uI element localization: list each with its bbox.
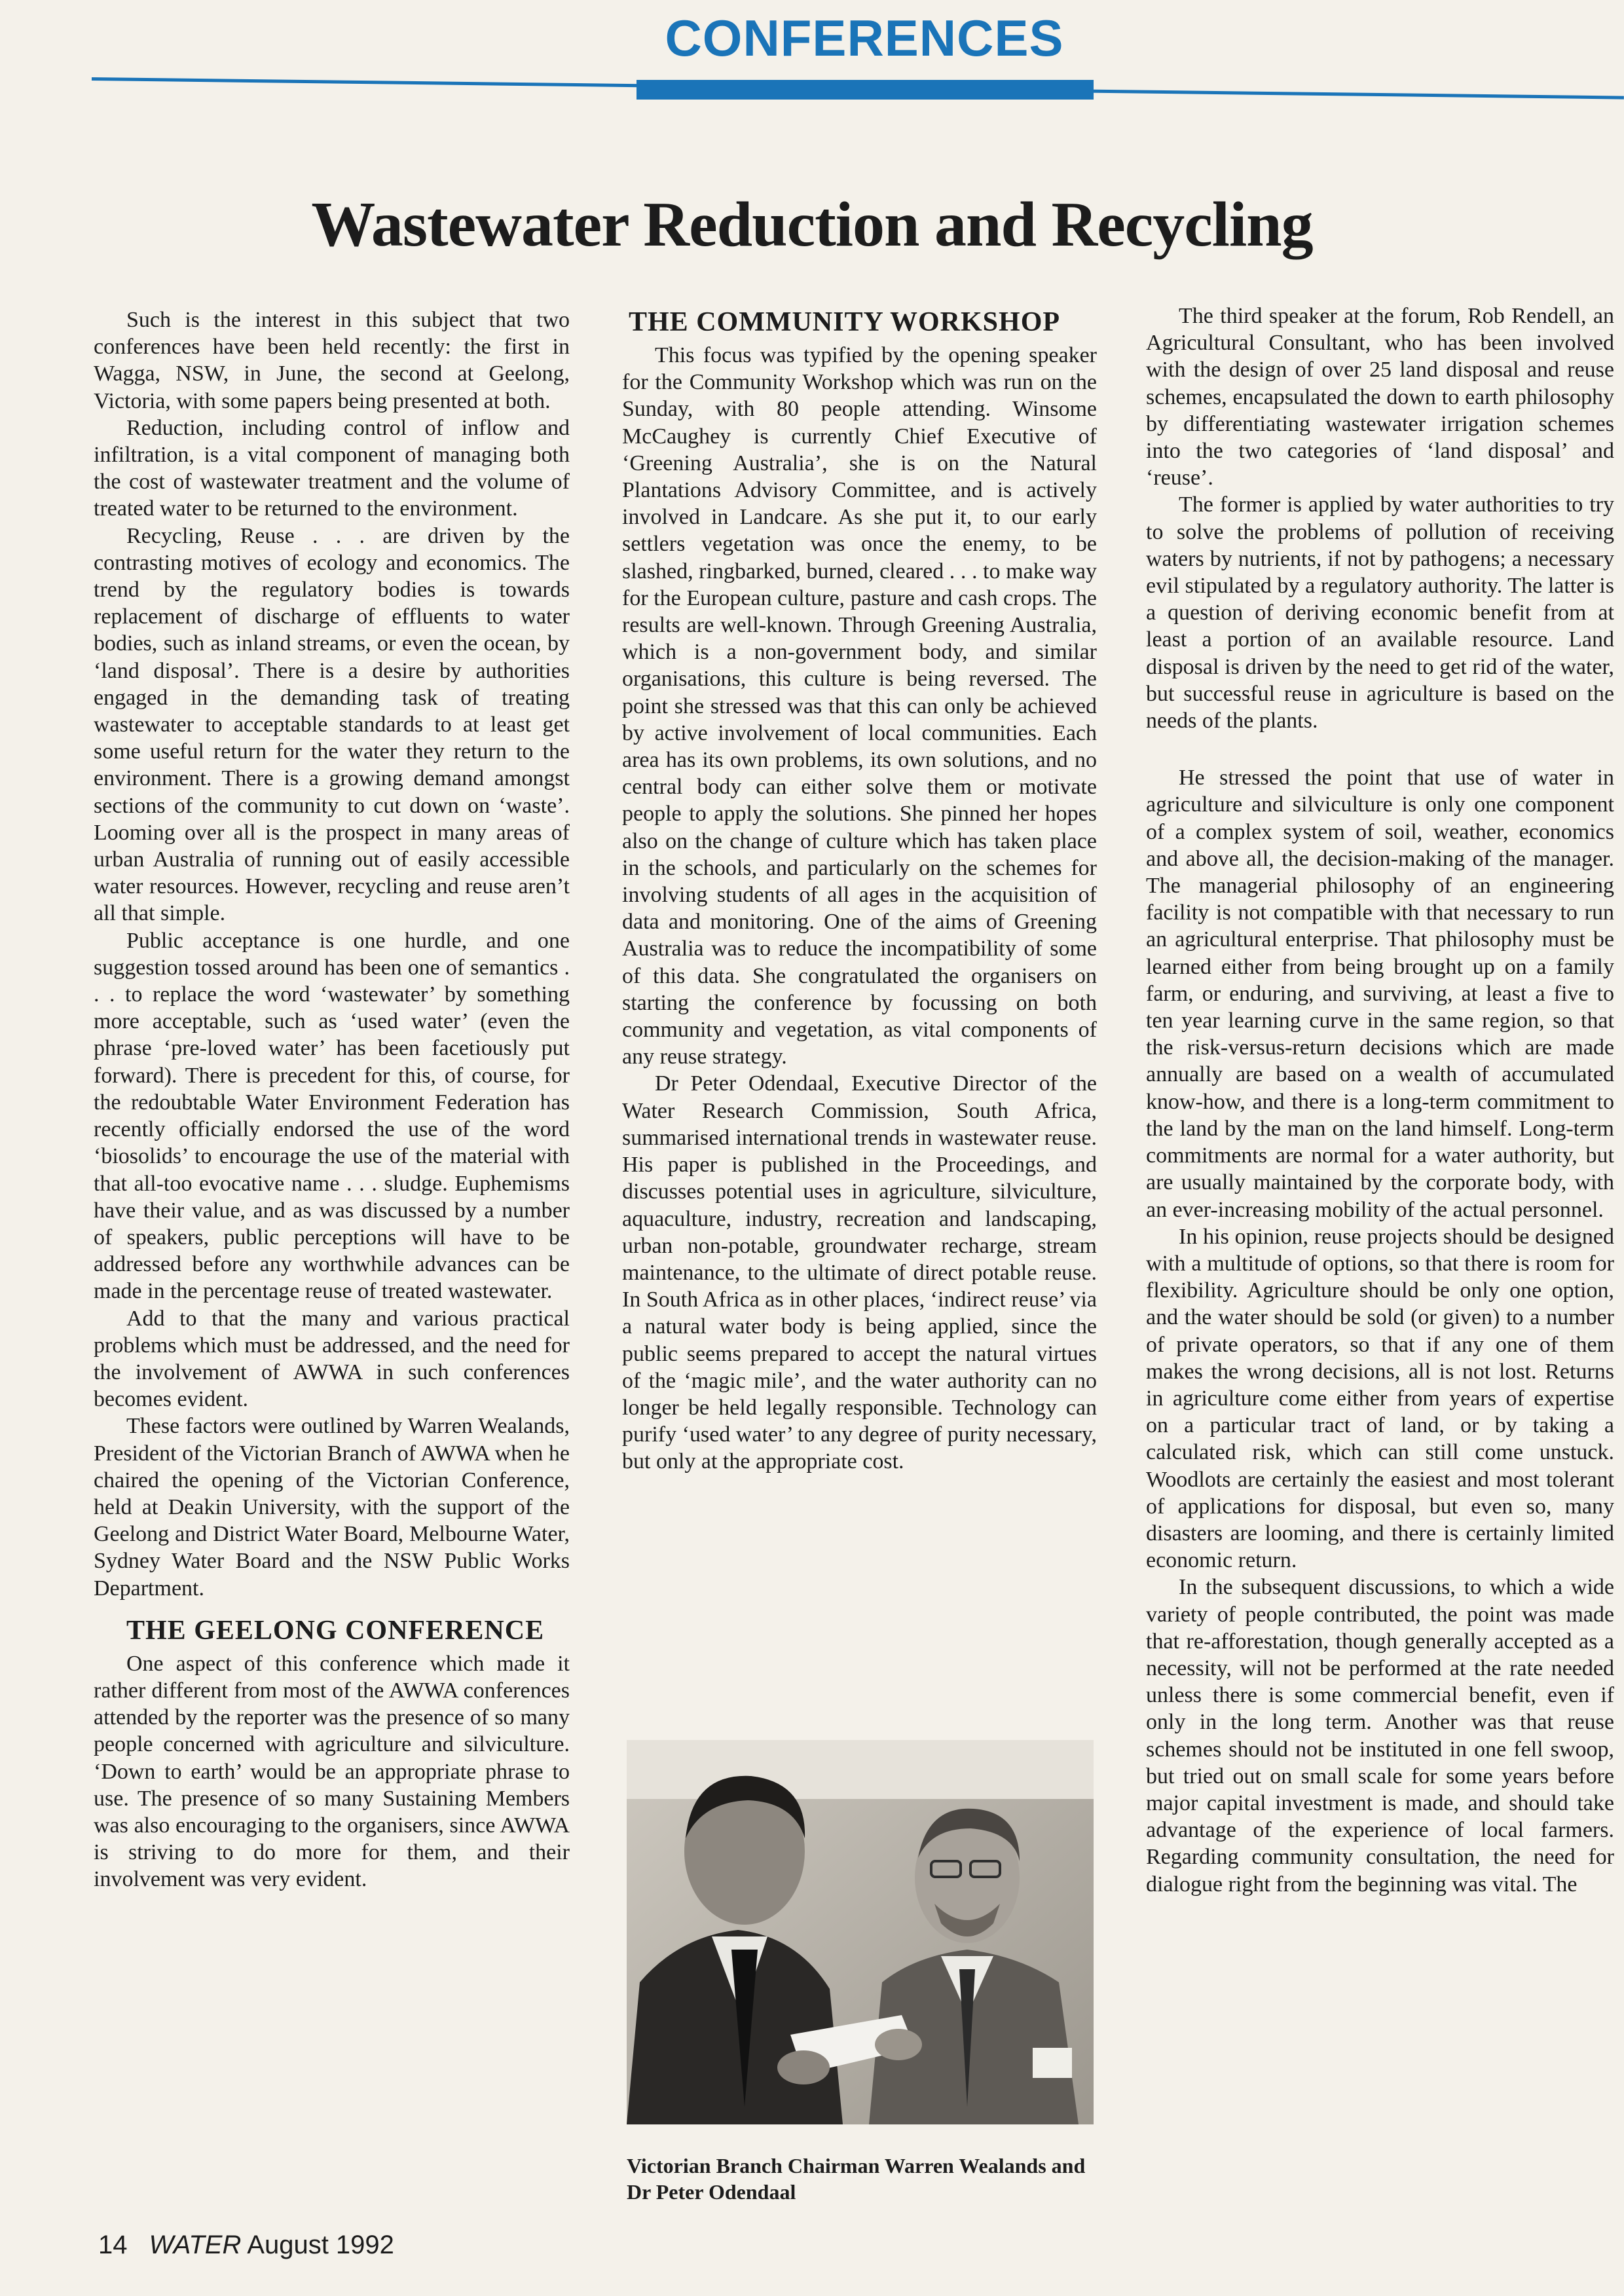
paragraph: Reduction, including control of inflow and infiltration, is a vital component of managing both the cost of wastewater treatment and the volume of treated water to be returned to the environment. bbox=[94, 415, 570, 521]
paragraph: This focus was typified by the opening speaker for the Community Workshop which was run on the Sunday, with 80 people attending. Winsome McCaughey is currently Chief Executive of ‘Greening Australia’, she is on the Natural Plantations Advisory Committee, and is actively involved in Landcare. As she put it, to our early settlers vegetation was once the enemy, to be slashed, ringbarked, burned, cleared . . . to make way for the European culture, pasture and cash crops. The results are well-known. Through Greening Australia, which is a non-government body, and similar organisations, this culture is being reversed. The point she stressed was that this can only be achieved by active involvement of local communities. Each area has its own problems, its own solutions, and no central body can either solve them or motivate people to apply the solutions. She pinned her hopes also on the change of culture which has taken place in the schools, and particularly on the schemes for involving students of all ages in the acquisition of data and monitoring. One of the aims of Greening Australia was to reduce the incompatibility of some of this data. She congratulated the organisers on starting the conference by focussing on both community and vegetation, as vital components of any reuse strategy. bbox=[622, 343, 1097, 1069]
paragraph: He stressed the point that use of water in agriculture and silviculture is only one component of a complex system of soil, weather, economics and above all, the decision-making of the manager. The managerial philosophy of an engineering facility is not compatible with that necessary to run an agricultural enterprise. That philosophy must be learned either from being brought up on a family farm, or enduring, and surviving, at least a five to ten year learning curve in the same region, so that the risk-versus-return decisions which are made annually are based on a wealth of accumulated know-how, and there is a long-term commitment to the land by the man on the land himself. Long-term commitments are normal for a water authority, but are usually maintained by the corporate body, with an ever-increasing mobility of the actual personnel. bbox=[1146, 766, 1614, 1222]
paragraph: One aspect of this conference which made it rather different from most of the AWWA conferences attended by the reporter was the presence of so many people concerned with agriculture and silviculture. ‘Down to earth’ would be an appropriate phrase to use. The presence of so many Sustaining Members was also encouraging to the organisers, since AWWA is striving to do more for them, and their involvement was very evident. bbox=[94, 1651, 570, 1892]
paragraph: Such is the interest in this subject that two conferences have been held recently: the first in Wagga, NSW, in June, the second at Geelong, Victoria, with some papers being presented at both. bbox=[94, 308, 570, 413]
paragraph: In his opinion, reuse projects should be designed with a multitude of options, so that there is room for flexibility. Agriculture should be only one option, and the water should be sold (or given) to a number of private operators, so that if any one of them makes the wrong decisions, all is not lost. Returns in agriculture come either from years of expertise on a particular tract of land, or by taking a calculated risk, which can still come unstuck. Woodlots are certainly the easiest and most tolerant of applications for disposal, but even so, many disasters are looming, and there is certainly limited economic return. bbox=[1146, 1224, 1614, 1573]
paragraph: In the subsequent discussions, to which a wide variety of people contributed, the point was made that re-afforestation, though generally accepted as a necessity, will not be performed at the rate needed unless there is some commercial benefit, even if only in the long term. Another was that reuse schemes should not be instituted in one fell swoop, but tried out on small scale for some years before major capital investment is made, and should take advantage of the experience of local farmers. Regarding community consultation, the need for dialogue right from the beginning was vital. The bbox=[1146, 1575, 1614, 1897]
paragraph: Recycling, Reuse . . . are driven by the contrasting motives of ecology and economics. The trend by the regulatory bodies is towards replacement of discharge of effluents to water bodies, such as inland streams, or even the ocean, by ‘land disposal’. There is a desire by authorities engaged in the demanding task of treating wastewater to acceptable standards to at least get some useful return for the water they return to the environment. There is a growing demand amongst sections of the community to cut down on ‘waste’. Looming over all is the prospect in many areas of urban Australia of running out of easily accessible water resources. However, recycling and reuse aren’t all that simple. bbox=[94, 523, 570, 926]
page-number: 14 bbox=[98, 2231, 128, 2259]
article-title: Wastewater Reduction and Recycling bbox=[311, 189, 1313, 260]
photo-caption: Victorian Branch Chairman Warren Wealands and Dr Peter Odendaal bbox=[627, 2154, 1086, 2204]
column-3 bbox=[1146, 303, 1614, 1898]
magazine-name: WATER bbox=[149, 2231, 242, 2259]
paragraph: These factors were outlined by Warren Wealands, President of the Victorian Branch of AWWA when he chaired the opening of the Victorian Conference, held at Deakin University, with the support of the Geelong and District Water Board, Melbourne Water, Sydney Water Board and the NSW Public Works Department. bbox=[94, 1414, 570, 1601]
paragraph: The third speaker at the forum, Rob Rendell, an Agricultural Consultant, who has been involved with the design of over 25 land disposal and reuse schemes, encapsulated the down to earth philosophy by differentiating wastewater irrigation schemes into the two categories of ‘land disposal’ and ‘reuse’. bbox=[1146, 304, 1614, 491]
issue-date: August 1992 bbox=[247, 2231, 394, 2259]
paragraph: Add to that the many and various practical problems which must be addressed, and the need for the involvement of AWWA in such conferences becomes evident. bbox=[94, 1306, 570, 1412]
column-2 bbox=[622, 306, 1097, 1475]
section-heading-geelong: THE GEELONG CONFERENCE bbox=[126, 1615, 545, 1646]
paragraph: The former is applied by water authorities to try to solve the problems of pollution of receiving waters by nutrients, if not by pathogens; a necessary evil stipulated by a regulatory authority. The latter is a question of deriving economic benefit from at least a portion of an available resource. Land disposal is driven by the need to get rid of the water, but successful reuse in agriculture is based on the needs of the plants. bbox=[1146, 492, 1614, 733]
column-1 bbox=[94, 306, 570, 1893]
page-footer bbox=[98, 2229, 394, 2261]
header-bar bbox=[637, 80, 1094, 100]
section-title: CONFERENCES bbox=[665, 9, 1064, 67]
photo-chairman-and-odendaal bbox=[627, 1740, 1094, 2124]
paragraph: Dr Peter Odendaal, Executive Director of the Water Research Commission, South Africa, summarised international trends in wastewater reuse. His paper is published in the Proceedings, and discusses potential uses in agriculture, silviculture, aquaculture, industry, recreation and landscaping, urban non-potable, groundwater recharge, stream maintenance, to the ultimate of direct potable reuse. In South Africa as in other places, ‘indirect reuse’ via a natural water body is being applied, since the public seems prepared to accept the natural virtues of the ‘magic mile’, and the water authority can no longer be held legally responsible. Technology can purify ‘used water’ to any degree of purity necessary, but only at the appropriate cost. bbox=[622, 1071, 1097, 1474]
section-heading-community: THE COMMUNITY WORKSHOP bbox=[629, 307, 1061, 337]
paragraph: Public acceptance is one hurdle, and one suggestion tossed around has been one of semantics . . . to replace the word ‘wastewater’ by something more acceptable, such as ‘used water’ (even the phrase ‘pre-loved water’ has been facetiously put forward). There is precedent for this, of course, for the redoubtable Water Environment Federation has recently officially endorsed the use of the word ‘biosolids’ to encourage the use of the material with that all-too evocative name . . . sludge. Euphemisms have their value, and as was discussed by a number of speakers, public perceptions will have to be addressed before any worthwhile advances can be made in the percentage reuse of treated wastewater. bbox=[94, 928, 570, 1304]
